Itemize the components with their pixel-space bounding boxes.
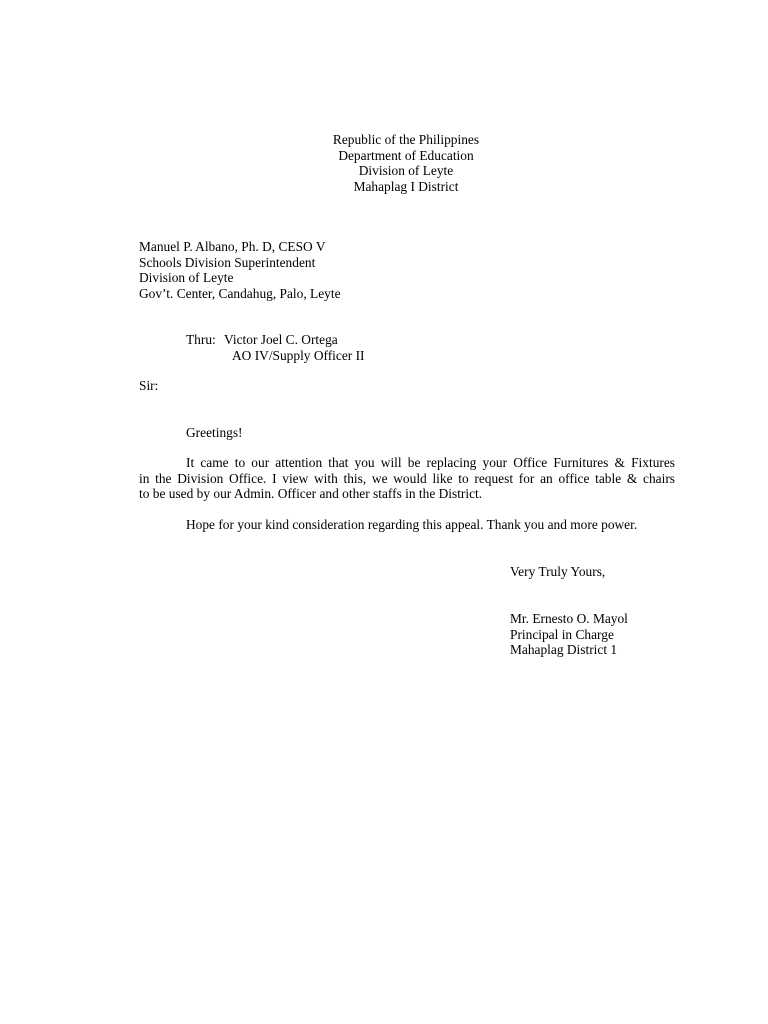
closing: Very Truly Yours, <box>510 564 606 579</box>
addressee-title: Schools Division Superintendent <box>139 254 316 270</box>
letterhead-line-2: Department of Education <box>338 147 474 163</box>
salutation: Sir: <box>139 378 159 393</box>
addressee-address: Gov’t. Center, Candahug, Palo, Leyte <box>139 285 341 301</box>
signatory-office: Mahaplag District 1 <box>510 642 618 657</box>
body-paragraph-1-line-2: in the Division Office. I view with this, we would like to request for an office table & chairs <box>139 470 675 486</box>
letterhead-line-1: Republic of the Philippines <box>332 132 480 147</box>
thru-label: Thru: <box>186 332 216 347</box>
body-paragraph-1-line-3: to be used by our Admin. Officer and other staffs in the District. <box>139 486 483 501</box>
body-paragraph-1 <box>139 455 675 502</box>
thru-line <box>186 332 365 348</box>
signatory-position: Principal in Charge <box>510 626 614 642</box>
signatory-name: Mr. Ernesto O. Mayol <box>510 611 628 626</box>
signature-block <box>510 611 628 658</box>
addressee-block <box>139 239 341 301</box>
body-paragraph-2: Hope for your kind consideration regarding this appeal. Thank you and more power. <box>186 517 638 532</box>
letterhead <box>184 132 628 194</box>
thru-name: Victor Joel C. Ortega <box>224 332 338 347</box>
body-paragraph-1-line-1: It came to our attention that you will be replacing your Office Furnitures & Fixtures <box>186 455 675 470</box>
thru-role: AO IV/Supply Officer II <box>232 347 365 363</box>
addressee-name: Manuel P. Albano, Ph. D, CESO V <box>139 239 326 254</box>
addressee-division: Division of Leyte <box>139 270 234 285</box>
letterhead-line-3: Division of Leyte <box>358 163 454 178</box>
greeting: Greetings! <box>186 425 243 440</box>
thru-block <box>186 332 365 363</box>
letterhead-line-4: Mahaplag I District <box>353 178 459 194</box>
